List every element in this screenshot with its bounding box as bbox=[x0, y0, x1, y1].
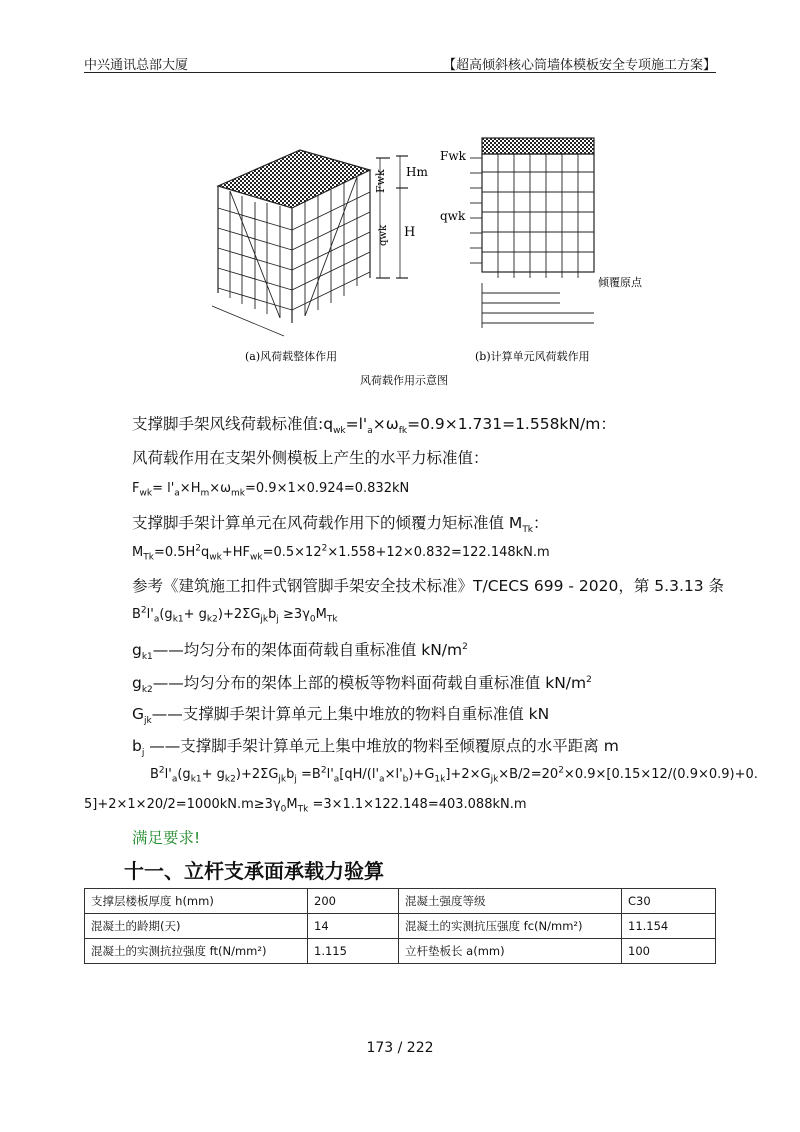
table-cell: 立杆垫板长 a(mm) bbox=[399, 939, 622, 964]
def-bj: $b_j$ ——支撑脚手架计算单元上集中堆放的物料至倾覆原点的水平距离 m bbox=[132, 737, 619, 759]
table-row bbox=[85, 914, 716, 939]
calc-line-2: $5]+2\times 1\times 20/2=1000kN.m\ge 3\gamma_0M_{Tk} =3\times 1.1\times 122.148=403.088kN.m$ bbox=[84, 797, 527, 815]
wind-load-diagram bbox=[200, 128, 660, 396]
result-ok: 满足要求! bbox=[132, 829, 201, 847]
table-cell: 200 bbox=[308, 889, 399, 914]
def-gjk: $G_{jk}——$支撑脚手架计算单元上集中堆放的物料自重标准值 kN bbox=[132, 705, 550, 727]
table-cell: 混凝土的龄期(天) bbox=[85, 914, 308, 939]
table-cell: 支撑层楼板厚度 h(mm) bbox=[85, 889, 308, 914]
table-cell: 100 bbox=[622, 939, 716, 964]
label-h-a: H bbox=[404, 225, 416, 240]
table-cell: 混凝土的实测抗压强度 fc(N/mm²) bbox=[399, 914, 622, 939]
text-line-5: $M_{Tk}=0.5H^2q_{wk}+HF_{wk}=0.5\times 12^2\times 1.558+12\times 0.832=122.148kN.m$ bbox=[132, 543, 550, 563]
page-number: 173 / 222 bbox=[366, 1040, 434, 1056]
header-project-name: 中兴通讯总部大厦 bbox=[84, 58, 189, 73]
text-line-3: $F_{wk}= l'_a\times H_m\times\omega_{mk}=0.9\times 1\times 0.924=0.832kN$ bbox=[132, 481, 410, 499]
label-qwk-b: qwk bbox=[440, 209, 466, 223]
label-qwk-a: qwk bbox=[378, 224, 389, 246]
table-cell: C30 bbox=[622, 889, 716, 914]
text-line-4: 支撑脚手架计算单元在风荷载作用下的倾覆力矩标准值 $M_{Tk}$： bbox=[132, 514, 549, 536]
table-cell: 11.154 bbox=[622, 914, 716, 939]
def-gk1: $g_{k1}——$均匀分布的架体面荷载自重标准值 $kN/m^2$ bbox=[132, 641, 468, 663]
figure-caption: 风荷载作用示意图 bbox=[360, 374, 448, 387]
section-title: 十一、立杆支承面承载力验算 bbox=[124, 859, 384, 883]
label-hm-a: Hm bbox=[406, 165, 428, 179]
text-line-2: 风荷载作用在支架外侧模板上产生的水平力标准值： bbox=[132, 449, 489, 467]
caption-b: (b)计算单元风荷载作用 bbox=[475, 350, 590, 363]
label-fwk-a: Fwk bbox=[374, 169, 387, 193]
calc-line-1: $B^2l'_a(g_{k1}+ g_{k2})+2\Sigma G_{jk}b_j =B^2l'_a[qH/(l'_a\times l'_b)+G_{1k}]+2\times G_{jk}\times B/2=20^2\times 0.9\times[0.15\times 12/(0.9\times 0.9)+0$. bbox=[150, 765, 758, 785]
caption-a: (a)风荷载整体作用 bbox=[245, 350, 338, 363]
wind-load-figure bbox=[200, 128, 660, 396]
parameter-table bbox=[84, 888, 716, 964]
def-gk2: $g_{k2}——$均匀分布的架体上部的模板等物料面荷载自重标准值 $kN/m^2$ bbox=[132, 674, 592, 696]
header-document-title: 【超高倾斜核心筒墙体模板安全专项施工方案】 bbox=[442, 58, 716, 73]
table-cell: 1.115 bbox=[308, 939, 399, 964]
text-line-1: 支撑脚手架风线荷载标准值$:q_{wk}=l'_a\times\omega_{fk}=0.9\times 1.731=1.558kN/m$： bbox=[132, 415, 616, 437]
text-line-7: $B^2l'_a(g_{k1}+ g_{k2})+2\Sigma G_{jk}b_j \ge 3\gamma_0M_{Tk}$ bbox=[132, 605, 338, 625]
table-row bbox=[85, 889, 716, 914]
table-row bbox=[85, 939, 716, 964]
calc-unit-drawing bbox=[470, 138, 594, 328]
page-header bbox=[84, 52, 716, 73]
table-cell: 14 bbox=[308, 914, 399, 939]
table-cell: 混凝土强度等级 bbox=[399, 889, 622, 914]
text-line-6: 参考《建筑施工扣件式钢管脚手架安全技术标准》T/CECS 699 - 2020，第 5.3.13 条 bbox=[132, 577, 725, 595]
table-cell: 混凝土的实测抗拉强度 ft(N/mm²) bbox=[85, 939, 308, 964]
label-fwk-b: Fwk bbox=[440, 149, 466, 163]
label-overturn-origin: 倾覆原点 bbox=[598, 276, 642, 289]
